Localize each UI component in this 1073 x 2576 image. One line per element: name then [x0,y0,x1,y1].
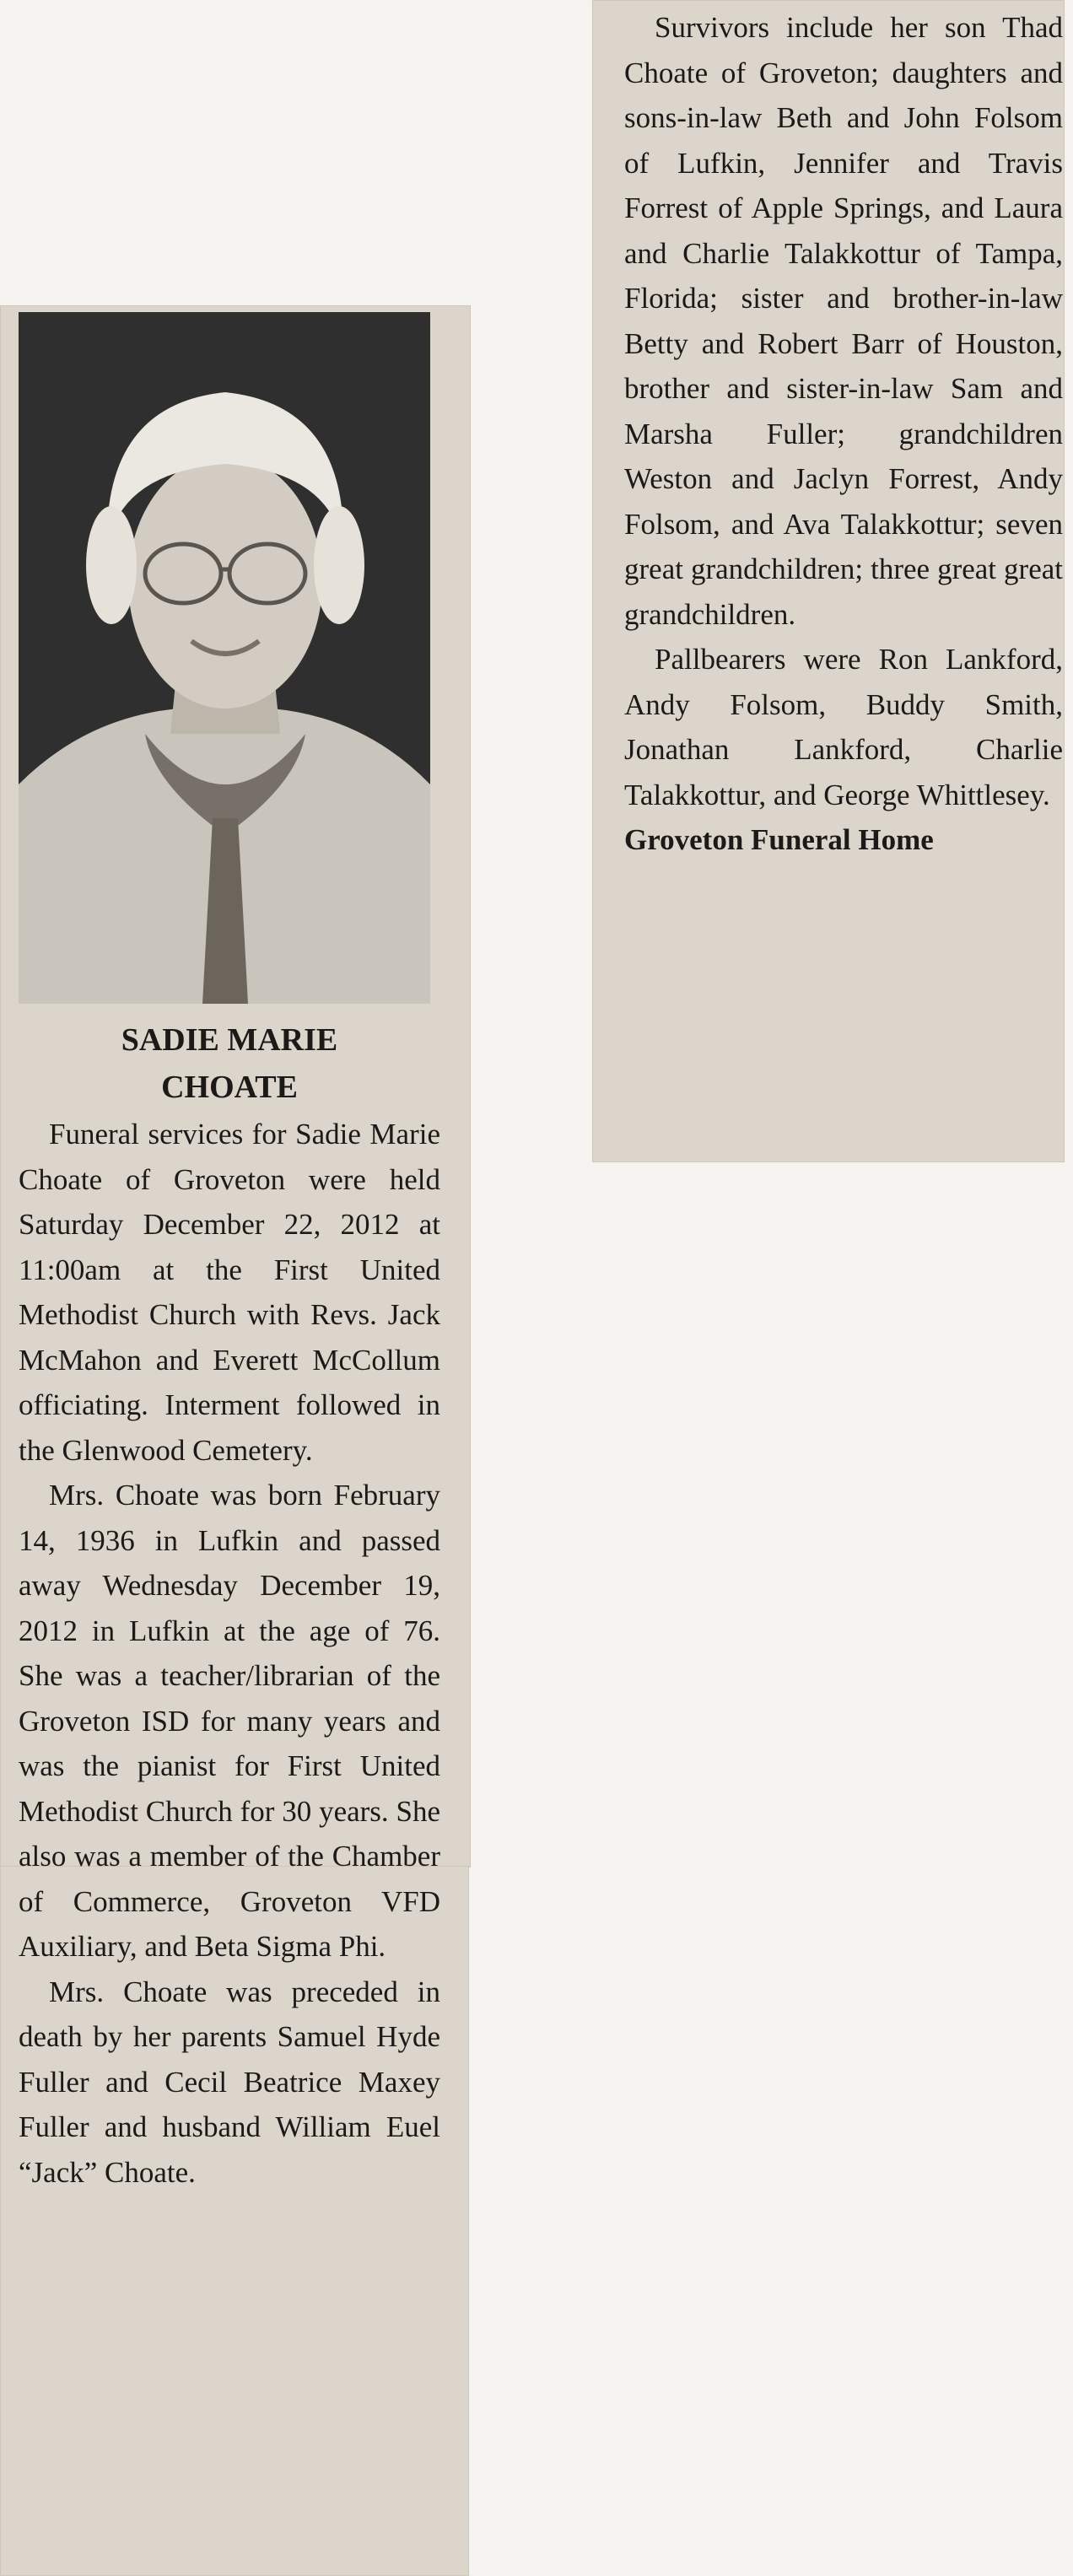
funeral-home-signature: Groveton Funeral Home [624,823,934,856]
paragraph-preceded-in-death: Mrs. Choate was preceded in death by her parents Samuel Hyde Fuller and Cecil Beatrice Maxey Fuller and husband William Euel “Jack” Choate. [19,1975,440,2189]
name-line-1: SADIE MARIE [121,1022,338,1058]
paragraph-biography: Mrs. Choate was born February 14, 1936 in Lufkin and passed away Wednesday December 19, 2012 in Lufkin at the age of 76. She was a teacher/librarian of the Groveton ISD for many years and was the pianist for First United Methodist Church for 30 years. She also was a member of the Chamber of Commerce, Groveton VFD Auxiliary, and Beta Sigma Phi. [19,1479,440,1963]
deceased-name-heading [19,1016,440,1111]
paragraph-survivors: Survivors include her son Thad Choate of Groveton; daughters and sons-in-law Beth and John Folsom of Lufkin, Jennifer and Travis Forrest of Apple Springs, and Laura and Charlie Talakkottur of Tampa, Florida; sister and brother-in-law Betty and Robert Barr of Houston, brother and sister-in-law Sam and Marsha Fuller; grandchildren Weston and Jaclyn Forrest, Andy Folsom, and Ava Talakkottur; seven great grandchildren; three great great grandchildren. [624,11,1063,631]
obituary-column-2 [624,5,1063,863]
portrait-photo [19,312,430,1004]
paragraph-pallbearers: Pallbearers were Ron Lankford, Andy Folsom, Buddy Smith, Jonathan Lankford, Charlie Talakkottur, and George Whittlesey. [624,643,1063,811]
obituary-column-1 [19,1112,440,2195]
name-line-2: CHOATE [161,1070,298,1105]
paragraph-funeral-services: Funeral services for Sadie Marie Choate of Groveton were held Saturday December 22, 2012 at 11:00am at the First United Methodist Church with Revs. Jack McMahon and Everett McCollum officiating. Interment followed in the Glenwood Cemetery. [19,1118,440,1467]
